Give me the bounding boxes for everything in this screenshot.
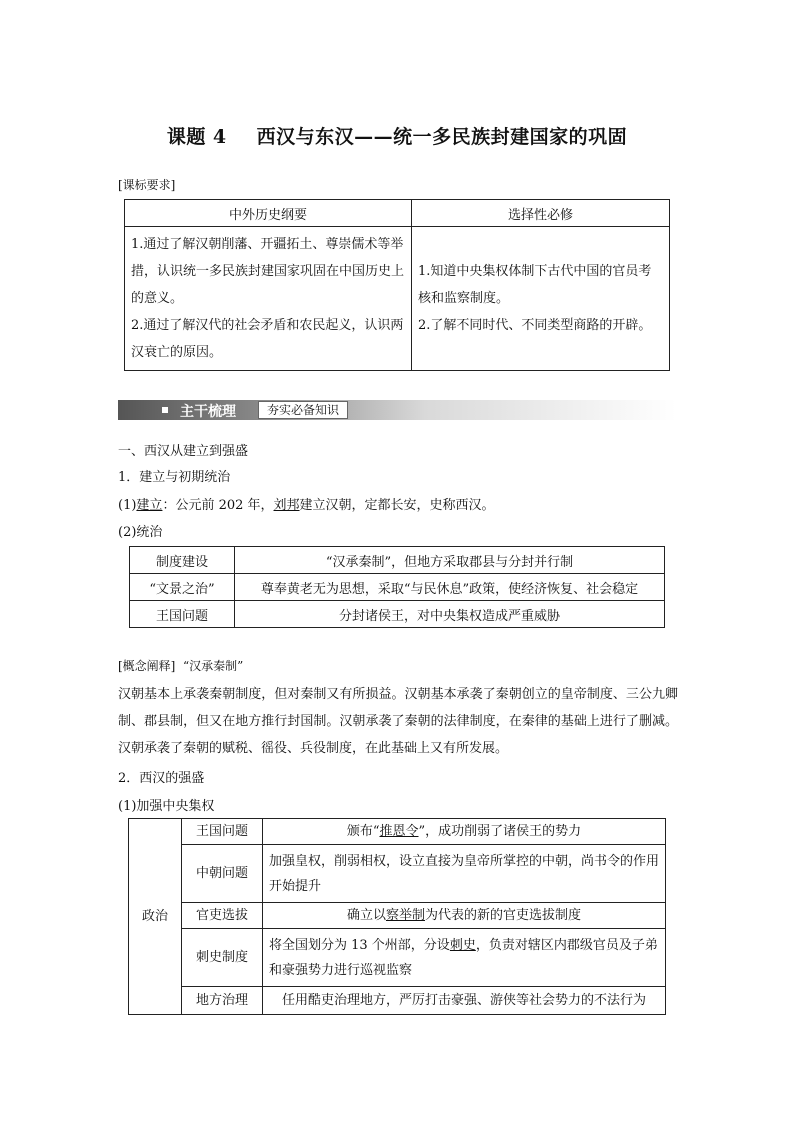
section-band bbox=[118, 400, 676, 420]
table-row bbox=[129, 845, 666, 903]
table-row bbox=[130, 547, 665, 574]
table-row bbox=[129, 819, 666, 845]
table-cell: 地方治理 bbox=[182, 987, 263, 1015]
item-central-power: (1)加强中央集权 bbox=[118, 799, 215, 814]
standards-right-2: 2.了解不同时代、不同类型商路的开辟。 bbox=[418, 318, 652, 333]
table-row bbox=[129, 903, 666, 929]
heading-2: 2．西汉的强盛 bbox=[118, 771, 205, 786]
table-cell: 确立以察举制为代表的新的官吏选拔制度 bbox=[263, 903, 666, 929]
table-cell: 颁布“推恩令”，成功削弱了诸侯王的势力 bbox=[263, 819, 666, 845]
item-text: 建立汉朝，定都长安，史称西汉。 bbox=[299, 498, 495, 513]
lesson-title: 西汉与东汉——统一多民族封建国家的巩固 bbox=[256, 126, 628, 148]
category-cell: 政治 bbox=[129, 819, 182, 1015]
concept-term: “汉承秦制” bbox=[183, 659, 244, 673]
table-row bbox=[130, 601, 665, 628]
table-cell: “汉承秦制”，但地方采取郡县与分封并行制 bbox=[235, 547, 665, 574]
standards-left-1: 1.通过了解汉朝削藩、开疆拓土、尊崇儒术等举措，认识统一多民族封建国家巩固在中国历史上的意义。 bbox=[131, 237, 405, 306]
concept-label: [概念阐释] bbox=[118, 659, 176, 673]
table-row bbox=[129, 987, 666, 1015]
central-power-table bbox=[128, 818, 666, 1015]
table-cell: 制度建设 bbox=[130, 547, 235, 574]
standards-right-cell bbox=[412, 227, 670, 371]
heading-1-1: 1．建立与初期统治 bbox=[118, 470, 231, 485]
table-row bbox=[130, 574, 665, 601]
table-cell: 尊奉黄老无为思想，采取“与民休息”政策，使经济恢复、社会稳定 bbox=[235, 574, 665, 601]
square-bullet-icon bbox=[162, 407, 168, 413]
standards-label: [课标要求] bbox=[118, 178, 176, 192]
table-cell: 中朝问题 bbox=[182, 845, 263, 903]
item-text: ：公元前 202 年， bbox=[162, 498, 274, 513]
item-number: (1) bbox=[118, 498, 137, 513]
lesson-number: 课题 4 bbox=[166, 126, 227, 148]
standards-header-left: 中外历史纲要 bbox=[125, 200, 412, 227]
table-cell: 王国问题 bbox=[130, 601, 235, 628]
page-title bbox=[0, 122, 794, 149]
table-row bbox=[129, 929, 666, 987]
standards-right-1: 1.知道中央集权体制下古代中国的官员考核和监察制度。 bbox=[418, 264, 652, 306]
item-establishment bbox=[118, 494, 495, 513]
standards-left-cell bbox=[125, 227, 412, 371]
table-cell: 将全国划分为 13 个州部，分设刺史，负责对辖区内郡级官员及子弟和豪强势力进行巡视监察 bbox=[263, 929, 666, 987]
standards-header-right: 选择性必修 bbox=[412, 200, 670, 227]
concept-heading bbox=[118, 657, 243, 674]
table-cell: 刺史制度 bbox=[182, 929, 263, 987]
rule-table bbox=[129, 546, 665, 628]
underlined-term: 刘邦 bbox=[273, 498, 300, 513]
table-cell: 加强皇权，削弱相权，设立直接为皇帝所掌控的中朝，尚书令的作用开始提升 bbox=[263, 845, 666, 903]
table-cell: “文景之治” bbox=[130, 574, 235, 601]
item-rule: (2)统治 bbox=[118, 525, 163, 540]
standards-table bbox=[124, 199, 670, 371]
table-cell: 分封诸侯王，对中央集权造成严重威胁 bbox=[235, 601, 665, 628]
section-band-sub: 夯实必备知识 bbox=[258, 401, 348, 419]
underlined-term: 建立 bbox=[136, 498, 163, 513]
concept-paragraph: 汉朝基本上承袭秦朝制度，但对秦制又有所损益。汉朝基本承袭了秦朝创立的皇帝制度、三公九卿制、郡县制，但又在地方推行封国制。汉朝承袭了秦朝的法律制度，在秦律的基础上进行了删减。汉朝承袭了秦朝的赋税、徭役、兵役制度，在此基础上又有所发展。 bbox=[118, 687, 678, 756]
section-band-main: 主干梳理 bbox=[180, 404, 236, 420]
standards-left-2: 2.通过了解汉代的社会矛盾和农民起义，认识两汉衰亡的原因。 bbox=[131, 318, 404, 360]
table-cell: 王国问题 bbox=[182, 819, 263, 845]
table-cell: 官吏选拔 bbox=[182, 903, 263, 929]
table-cell: 任用酷吏治理地方，严厉打击豪强、游侠等社会势力的不法行为 bbox=[263, 987, 666, 1015]
heading-1: 一、西汉从建立到强盛 bbox=[118, 444, 249, 459]
